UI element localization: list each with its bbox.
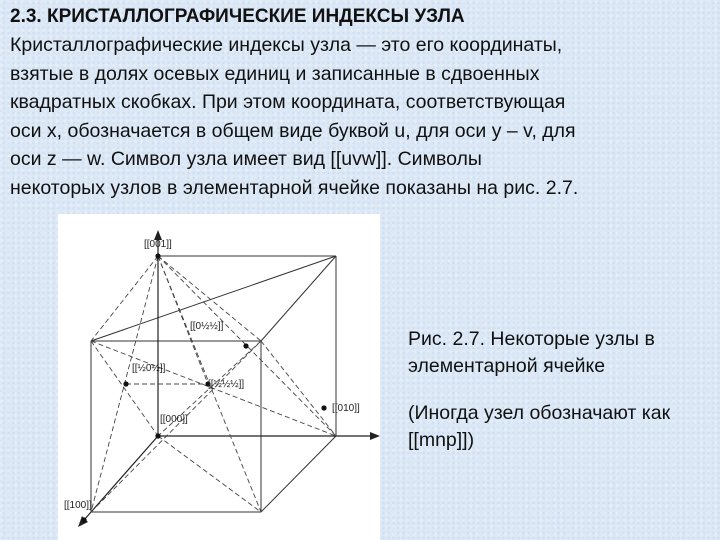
x-axis <box>84 436 158 520</box>
body-paragraph <box>10 31 710 202</box>
label-0hh: [[0½½]] <box>190 321 224 332</box>
body-line: оси x, обозначается в общем виде буквой u, для оси y – v, для <box>10 119 576 142</box>
dashed-line <box>91 256 158 341</box>
dashed-line <box>91 341 158 436</box>
label-001: [[001]] <box>144 239 172 250</box>
body-line: взятые в долях осевых единиц и записанные в сдвоенных <box>10 62 540 85</box>
label-h0h: [[½0½]] <box>132 363 166 374</box>
unit-cell-figure <box>58 214 380 540</box>
node-000 <box>155 433 160 438</box>
section-heading: 2.3. КРИСТАЛЛОГРАФИЧЕСКИЕ ИНДЕКСЫ УЗЛА <box>10 6 465 27</box>
label-000: [[000]] <box>160 414 188 425</box>
body-line: некоторых узлов в элементарной ячейке показаны на рис. 2.7. <box>10 176 579 199</box>
node-0hh <box>243 343 248 348</box>
body-line: оси z — w. Символ узла имеет вид [[uvw]]. Символы <box>10 148 482 170</box>
y-axis-arrow <box>370 432 380 440</box>
node-010 <box>321 405 326 410</box>
unit-cell-diagram <box>58 214 380 540</box>
figure-caption <box>408 326 718 454</box>
caption-title: Рис. 2.7. Некоторые узлы в элементарной ячейке <box>408 328 655 377</box>
dashed-line <box>91 341 261 512</box>
node-100 <box>81 517 86 522</box>
caption-note: (Иногда узел обозначают как [[mnp]]) <box>408 402 671 451</box>
dashed-line <box>261 341 336 436</box>
cube-edge <box>261 436 336 512</box>
body-line: квадратных скобках. При этом координата, соответствующая <box>10 91 566 113</box>
dashed-line <box>158 256 208 384</box>
node-h0h <box>123 381 128 386</box>
node-001 <box>155 253 160 258</box>
label-100: [[100]] <box>64 500 92 511</box>
body-line: Кристаллографические индексы узла — это его координаты, <box>10 34 563 56</box>
label-hhh: [[½½½]] <box>208 379 245 390</box>
label-010: [[010]] <box>332 403 360 414</box>
